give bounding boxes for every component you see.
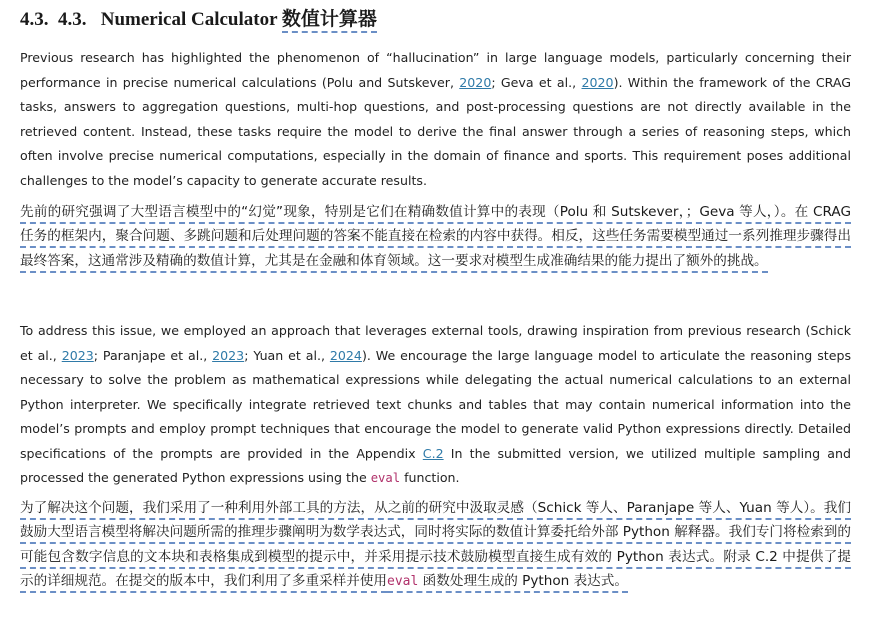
citation-link-yuan[interactable]: 2024: [329, 347, 362, 363]
paragraph-text: ; Yuan et al.,: [244, 347, 330, 363]
paragraph-text: Previous research has highlighted the phenomenon of “hallucination” in large language models, particularly concerning their performance in precise numerical calculations (Polu and Sutskever,: [20, 50, 851, 90]
translation-text: 函数处理生成的 Python 表达式。: [418, 573, 628, 590]
paragraph-text: ; Paranjape et al.,: [93, 347, 213, 363]
translation-hallucination: [20, 200, 851, 273]
section-heading: [20, 8, 377, 32]
section-title: Numerical Calculator: [100, 9, 278, 30]
section-title-translation: 数值计算器: [282, 9, 377, 33]
section-number: 4.3.: [20, 9, 49, 30]
paragraph-text: ; Geva et al.,: [491, 74, 582, 90]
section-number-repeat: 4.3.: [58, 9, 87, 30]
citation-link-polu[interactable]: 2020: [459, 74, 492, 90]
paragraph-hallucination: [20, 46, 851, 193]
paragraph-text: In the submitted version, we utilized multiple sampling and processed the generated Python expressions using the: [20, 445, 851, 485]
translation-text: 先前的研究强调了大型语言模型中的“幻觉”现象，特别是它们在精确数值计算中的表现（Polu 和 Sutskever，；Geva 等人，）。在 CRAG 任务的框架内，聚合问题、多跳问题和后处理问题的答案不能直接在检索的内容中获得。相反，这些任务需要模型通过一系列推理步骤得出最终答案，这通常涉及精确的数值计算，尤其是在金融和体育领域。这一要求对模型生成准确结果的能力提出了额外的挑战。: [20, 204, 851, 273]
translation-external-tools: [20, 496, 851, 595]
citation-link-schick[interactable]: 2023: [61, 347, 94, 363]
citation-link-geva[interactable]: 2020: [581, 74, 614, 90]
translation-text: 为了解决这个问题，我们采用了一种利用外部工具的方法，从之前的研究中汲取灵感（Schick 等人、Paranjape 等人、Yuan 等人）。我们鼓励大型语言模型将解决问题所需的推理步骤阐明为数学表达式，同时将实际的数值计算委托给外部 Python 解释器。我们专门将检索到的可能包含数字信息的文本块和表格集成到模型的提示中，并采用提示技术鼓励模型直接生成有效的 Python 表达式。附录 C.2 中提供了提示的详细规范。在提交的版本中，我们利用了多重采样并使用: [20, 500, 851, 593]
paragraph-text: To address this issue, we employed an approach that leverages external tools, drawing inspiration from previous research (Schick et al.,: [20, 323, 851, 363]
paragraph-text: function.: [400, 470, 460, 485]
appendix-link-c2[interactable]: C.2: [422, 445, 444, 461]
citation-link-paranjape[interactable]: 2023: [212, 347, 245, 363]
code-eval-translation: eval: [387, 574, 419, 590]
code-eval: eval: [370, 471, 401, 485]
paragraph-text: ). We encourage the large language model to articulate the reasoning steps necessary to solve the problem as mathematical expressions while delegating the actual numerical calculations to an external Python interpreter. We specifically integrate retrieved text chunks and tables that may contain numerical information into the model’s prompts and employ prompt techniques that encourage the model to generate valid Python expressions directly. Detailed specifications of the prompts are provided in the Appendix: [20, 347, 852, 461]
paragraph-text: ). Within the framework of the CRAG tasks, answers to aggregation questions, multi-hop questions, and post-processing questions are not directly available in the retrieved content. Instead, these tasks require the model to derive the final answer through a series of reasoning steps, which often involve precise numerical computations, especially in the domain of finance and sports. This requirement poses additional challenges to the model’s capacity to generate accurate results.: [20, 74, 852, 188]
paragraph-external-tools: [20, 319, 851, 491]
